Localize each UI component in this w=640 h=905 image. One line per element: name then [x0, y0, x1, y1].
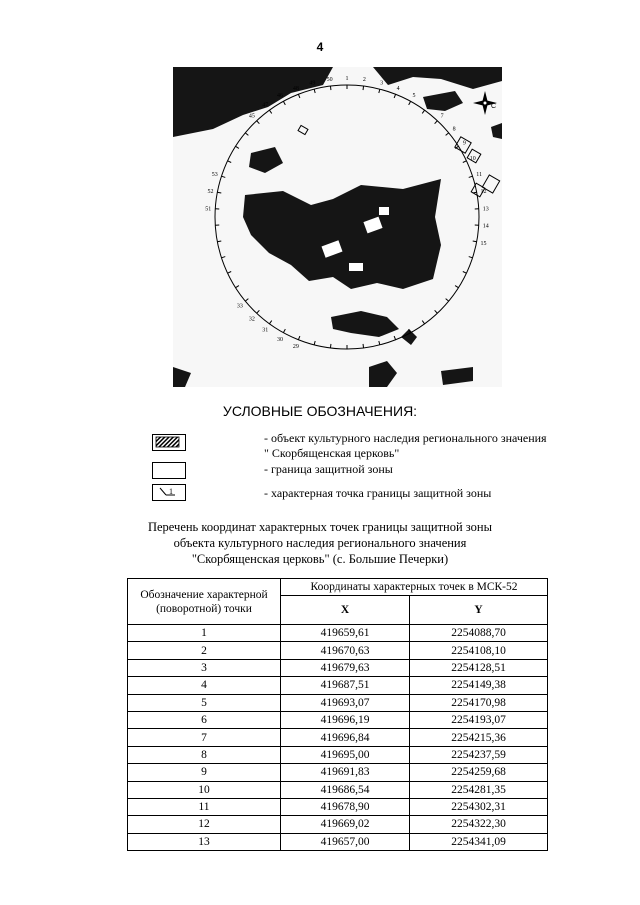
cell-point: 10	[128, 781, 281, 798]
page-number: 4	[316, 40, 324, 54]
boundary-point-label: 45	[248, 113, 255, 120]
cell-x: 419659,61	[281, 625, 410, 642]
cell-y: 2254108,10	[410, 642, 548, 659]
boundary-point-label: 49	[309, 80, 316, 87]
header-coords: Координаты характерных точек в МСК-52	[281, 579, 548, 596]
cell-x: 419687,51	[281, 677, 410, 694]
cell-y: 2254259,68	[410, 764, 548, 781]
legend-text-boundary-point: - характерная точка границы защитной зоны	[264, 486, 492, 500]
cell-point: 1	[128, 625, 281, 642]
legend-item-boundary-point	[150, 484, 550, 514]
legend-text-zone-boundary: - граница защитной зоны	[264, 462, 393, 476]
table-row	[128, 781, 548, 798]
boundary-point-label: 13	[482, 206, 489, 213]
cell-point: 11	[128, 798, 281, 815]
table-row	[128, 729, 548, 746]
table-row	[128, 642, 548, 659]
coordinates-list-title-line: объекта культурного наследия регионального значения	[173, 536, 467, 550]
cell-x: 419669,02	[281, 816, 410, 833]
boundary-point-label: 10	[469, 155, 476, 162]
cell-x: 419691,83	[281, 764, 410, 781]
hatched-rectangle-icon	[152, 434, 186, 451]
coordinates-list-title	[0, 519, 640, 567]
table-row	[128, 694, 548, 711]
boundary-point-label: 32	[248, 316, 255, 323]
cell-point: 9	[128, 764, 281, 781]
header-x: X	[281, 596, 410, 625]
cell-y: 2254215,36	[410, 729, 548, 746]
table-row	[128, 659, 548, 676]
boundary-point-label: 7	[440, 113, 444, 120]
cell-point: 7	[128, 729, 281, 746]
table-row	[128, 677, 548, 694]
cell-y: 2254322,30	[410, 816, 548, 833]
legend-title: УСЛОВНЫЕ ОБОЗНАЧЕНИЯ:	[222, 403, 418, 419]
cell-x: 419679,63	[281, 659, 410, 676]
cell-y: 2254341,09	[410, 833, 548, 850]
boundary-tick	[330, 344, 331, 348]
boundary-point-label: 47	[262, 102, 269, 109]
cell-y: 2254170,98	[410, 694, 548, 711]
cell-y: 2254193,07	[410, 711, 548, 728]
boundary-point-label: 12	[480, 188, 487, 195]
boundary-point-label: 51	[205, 206, 212, 213]
boundary-point-label: 15	[480, 241, 487, 248]
cell-x: 419670,63	[281, 642, 410, 659]
boundary-tick	[363, 344, 364, 348]
boundary-point-label: 4	[396, 85, 400, 92]
table-row	[128, 746, 548, 763]
boundary-point-label: 8	[452, 126, 456, 133]
cell-point: 3	[128, 659, 281, 676]
boundary-point-label: 14	[482, 223, 489, 230]
boundary-point-label: 29	[292, 344, 299, 351]
cell-y: 2254149,38	[410, 677, 548, 694]
boundary-point-label: 53	[211, 172, 218, 179]
boundary-point-label: 48	[292, 85, 299, 92]
cell-point: 2	[128, 642, 281, 659]
boundary-point-label: 33	[236, 303, 243, 310]
cell-x: 419678,90	[281, 798, 410, 815]
cell-point: 5	[128, 694, 281, 711]
cell-y: 2254281,35	[410, 781, 548, 798]
boundary-tick	[363, 86, 364, 90]
boundary-point-label: 11	[476, 172, 483, 179]
cell-x: 419657,00	[281, 833, 410, 850]
cell-point: 8	[128, 746, 281, 763]
boundary-point-icon-label: 1	[169, 487, 173, 496]
coordinates-list-title-line: "Скорбященская церковь" (с. Большие Печерки)	[191, 552, 449, 566]
header-designation: Обозначение характерной (поворотной) точки	[128, 579, 281, 625]
coordinates-table	[127, 578, 548, 851]
boundary-point-label: 5	[412, 93, 416, 100]
boundary-point-label: 46	[277, 93, 284, 100]
table-row	[128, 833, 548, 850]
boundary-point-icon	[152, 484, 186, 501]
cell-x: 419686,54	[281, 781, 410, 798]
cell-y: 2254237,59	[410, 746, 548, 763]
cell-y: 2254088,70	[410, 625, 548, 642]
legend-text-heritage-object: - объект культурного наследия регионального значения " Скорбященская церковь"	[264, 431, 547, 460]
boundary-point-label: 1	[345, 76, 349, 82]
cell-point: 6	[128, 711, 281, 728]
boundary-point-label: 50	[326, 77, 333, 84]
boundary-point-label: 30	[277, 336, 284, 343]
cell-point: 13	[128, 833, 281, 850]
white-rectangle-icon	[152, 462, 186, 479]
table-row	[128, 711, 548, 728]
table-row	[128, 764, 548, 781]
boundary-point-label: 6	[427, 102, 431, 109]
site-map	[173, 67, 502, 387]
header-y: Y	[410, 596, 548, 625]
cell-y: 2254128,51	[410, 659, 548, 676]
cell-y: 2254302,31	[410, 798, 548, 815]
boundary-tick	[330, 86, 331, 90]
cell-x: 419693,07	[281, 694, 410, 711]
cell-x: 419696,84	[281, 729, 410, 746]
table-row	[128, 798, 548, 815]
cell-point: 4	[128, 677, 281, 694]
legend-item-heritage-object	[150, 431, 550, 461]
boundary-point-label: 2	[362, 77, 366, 84]
table-row	[128, 816, 548, 833]
boundary-point-label: 9	[462, 140, 466, 147]
boundary-point-label: 3	[380, 80, 384, 87]
coordinates-list-title-line: Перечень координат характерных точек границы защитной зоны	[147, 520, 493, 534]
north-label: C	[491, 103, 497, 110]
cell-x: 419696,19	[281, 711, 410, 728]
cell-point: 12	[128, 816, 281, 833]
boundary-point-label: 52	[207, 188, 214, 195]
cell-x: 419695,00	[281, 746, 410, 763]
table-row	[128, 625, 548, 642]
boundary-point-label: 31	[262, 327, 269, 334]
